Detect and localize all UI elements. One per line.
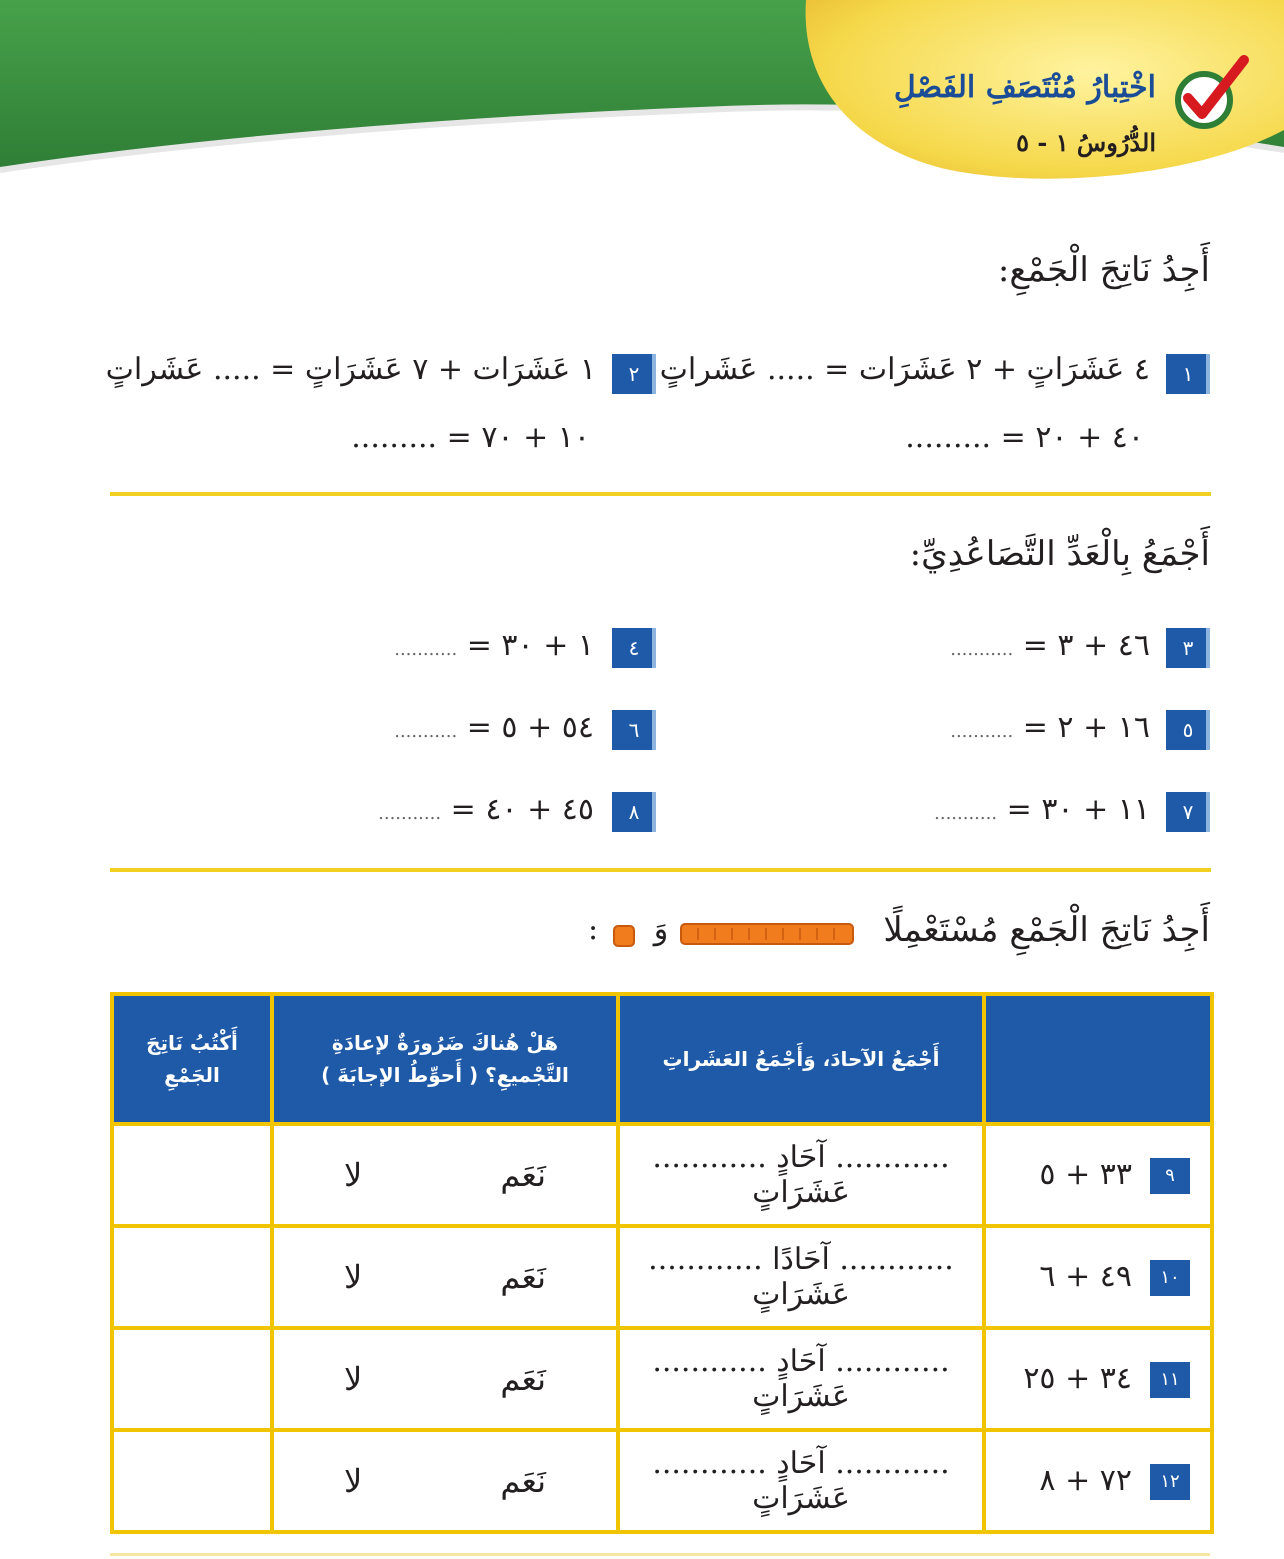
yes-option[interactable]: نَعَم (500, 1462, 546, 1500)
colon-label: : (588, 912, 599, 947)
answer-cell[interactable] (112, 1226, 272, 1328)
yes-option[interactable]: نَعَم (500, 1360, 546, 1398)
question-number: ٧ (1166, 792, 1210, 832)
expression-cell: ١٠٤٩ + ٦ (984, 1226, 1212, 1328)
section-divider (110, 492, 1211, 496)
no-option[interactable]: لا (344, 1258, 363, 1296)
table-header-row (112, 994, 1212, 1124)
expression-cell: ٩٣٣ + ٥ (984, 1124, 1212, 1226)
table-row (112, 1124, 1212, 1226)
ones-tens-cell[interactable]: ............ آحَادٍ ............ عَشَرَاتٍ (618, 1124, 984, 1226)
row-number: ٩ (1150, 1158, 1190, 1194)
and-label: وَ (653, 912, 669, 947)
expression-cell: ١١٣٤ + ٢٥ (984, 1328, 1212, 1430)
question-equation: ٤٠ + ٢٠ = ......... (905, 420, 1144, 455)
row-number: ١٢ (1150, 1464, 1190, 1500)
question-text: ١ عَشَرَات + ٧ عَشَرَاتٍ = ..... عَشَراتٍ (105, 352, 596, 387)
row-number: ١١ (1150, 1362, 1190, 1398)
checkmark-icon (1168, 52, 1252, 132)
section3-heading: أَجِدُ نَاتِجَ الْجَمْعِ مُسْتَعْمِلًا (883, 910, 1210, 950)
column-header: أَكْتُبُ نَاتِجَ الجَمْعِ (112, 994, 272, 1124)
no-option[interactable]: لا (344, 1462, 363, 1500)
regroup-cell (272, 1124, 618, 1226)
no-option[interactable]: لا (344, 1156, 363, 1194)
question-expression: ١٦ + ٢ = ........... (950, 710, 1150, 745)
column-header: أَجْمَعُ الآحادَ، وَأَجْمَعُ العَشَراتِ (618, 994, 984, 1124)
expression-cell: ١٢٧٢ + ٨ (984, 1430, 1212, 1532)
page-subtitle: الدُّرُوسُ ١ - ٥ (1016, 128, 1156, 157)
question-number: ٦ (612, 710, 656, 750)
yes-option[interactable]: نَعَم (500, 1258, 546, 1296)
ones-tens-cell[interactable]: ............ آحَادًا ............ عَشَرَاتٍ (618, 1226, 984, 1328)
question-expression: ١ + ٣٠ = ........... (394, 628, 594, 663)
bottom-divider (110, 1553, 1210, 1556)
regroup-cell (272, 1430, 618, 1532)
question-number: ١ (1166, 354, 1210, 394)
column-header (984, 994, 1212, 1124)
question-expression: ٤٥ + ٤٠ = ........... (378, 792, 594, 827)
question-expression: ٥٤ + ٥ = ........... (394, 710, 594, 745)
ones-tens-cell[interactable]: ............ آحَادٍ ............ عَشَرَاتٍ (618, 1328, 984, 1430)
question-number: ٨ (612, 792, 656, 832)
unit-cube-icon (612, 922, 638, 948)
addition-table (110, 992, 1214, 1534)
tens-rod-icon (680, 922, 856, 946)
answer-cell[interactable] (112, 1430, 272, 1532)
question-equation: ١٠ + ٧٠ = ......... (351, 420, 590, 455)
question-number: ٢ (612, 354, 656, 394)
section1-heading: أَجِدُ نَاتِجَ الْجَمْعِ: (997, 250, 1210, 290)
section2-heading: أَجْمَعُ بِالْعَدِّ التَّصَاعُدِيِّ: (909, 534, 1210, 574)
section-divider (110, 868, 1211, 872)
question-expression: ١١ + ٣٠ = ........... (934, 792, 1150, 827)
yes-option[interactable]: نَعَم (500, 1156, 546, 1194)
question-number: ٤ (612, 628, 656, 668)
answer-cell[interactable] (112, 1328, 272, 1430)
question-text: ٤ عَشَرَاتٍ + ٢ عَشَرَات = ..... عَشَراتٍ (659, 352, 1150, 387)
table-row (112, 1430, 1212, 1532)
row-number: ١٠ (1150, 1260, 1190, 1296)
question-number: ٣ (1166, 628, 1210, 668)
regroup-cell (272, 1328, 618, 1430)
table-row (112, 1328, 1212, 1430)
no-option[interactable]: لا (344, 1360, 363, 1398)
answer-cell[interactable] (112, 1124, 272, 1226)
table-row (112, 1226, 1212, 1328)
question-expression: ٤٦ + ٣ = ........... (950, 628, 1150, 663)
question-number: ٥ (1166, 710, 1210, 750)
page-title: اخْتِبارُ مُنْتَصَفِ الفَصْلِ (893, 70, 1156, 105)
regroup-cell (272, 1226, 618, 1328)
column-header: هَلْ هُناكَ ضَرُورَةٌ لإعادَةِ التَّجْميعِ؟ ( أَحوِّطُ الإجابَةَ ) (272, 994, 618, 1124)
ones-tens-cell[interactable]: ............ آحَادٍ ............ عَشَرَاتٍ (618, 1430, 984, 1532)
